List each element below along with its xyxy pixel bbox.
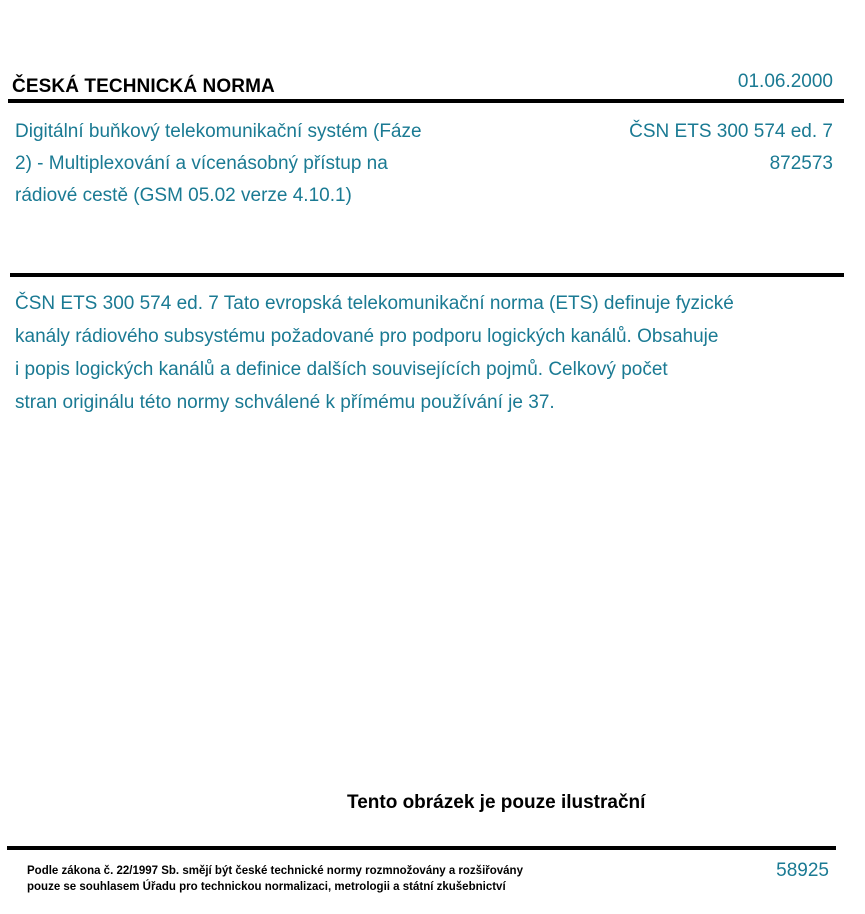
catalog-number: 58925 xyxy=(776,860,829,881)
standard-title xyxy=(15,116,485,212)
abstract-line: ČSN ETS 300 574 ed. 7 Tato evropská telekomunikační norma (ETS) definuje fyzické xyxy=(15,293,734,314)
standard-title-line: rádiové cestě (GSM 05.02 verze 4.10.1) xyxy=(15,185,352,206)
abstract-line: i popis logických kanálů a definice dalších souvisejících pojmů. Celkový počet xyxy=(15,359,668,380)
legal-notice-line: pouze se souhlasem Úřadu pro technickou normalizaci, metrologii a státní zkušebnictví xyxy=(27,881,506,893)
document-header-title: ČESKÁ TECHNICKÁ NORMA xyxy=(12,76,275,97)
standard-designation: ČSN ETS 300 574 ed. 7 xyxy=(629,121,833,142)
class-number: 872573 xyxy=(769,153,833,174)
publication-date: 01.06.2000 xyxy=(737,71,833,92)
standard-title-line: Digitální buňkový telekomunikační systém (Fáze xyxy=(15,121,422,142)
standard-codes xyxy=(629,116,833,180)
section-divider xyxy=(10,273,844,277)
legal-notice-line: Podle zákona č. 22/1997 Sb. smějí být české technické normy rozmnožovány a rozšiřovány xyxy=(27,865,523,877)
header-divider xyxy=(8,99,844,103)
standard-title-line: 2) - Multiplexování a vícenásobný přístup na xyxy=(15,153,388,174)
illustration-note: Tento obrázek je pouze ilustrační xyxy=(347,792,646,813)
footer-divider xyxy=(7,846,836,850)
legal-notice xyxy=(27,863,523,895)
abstract-line: kanály rádiového subsystému požadované pro podporu logických kanálů. Obsahuje xyxy=(15,326,719,347)
abstract-paragraph xyxy=(15,287,837,419)
abstract-line: stran originálu této normy schválené k přímému používání je 37. xyxy=(15,392,555,413)
